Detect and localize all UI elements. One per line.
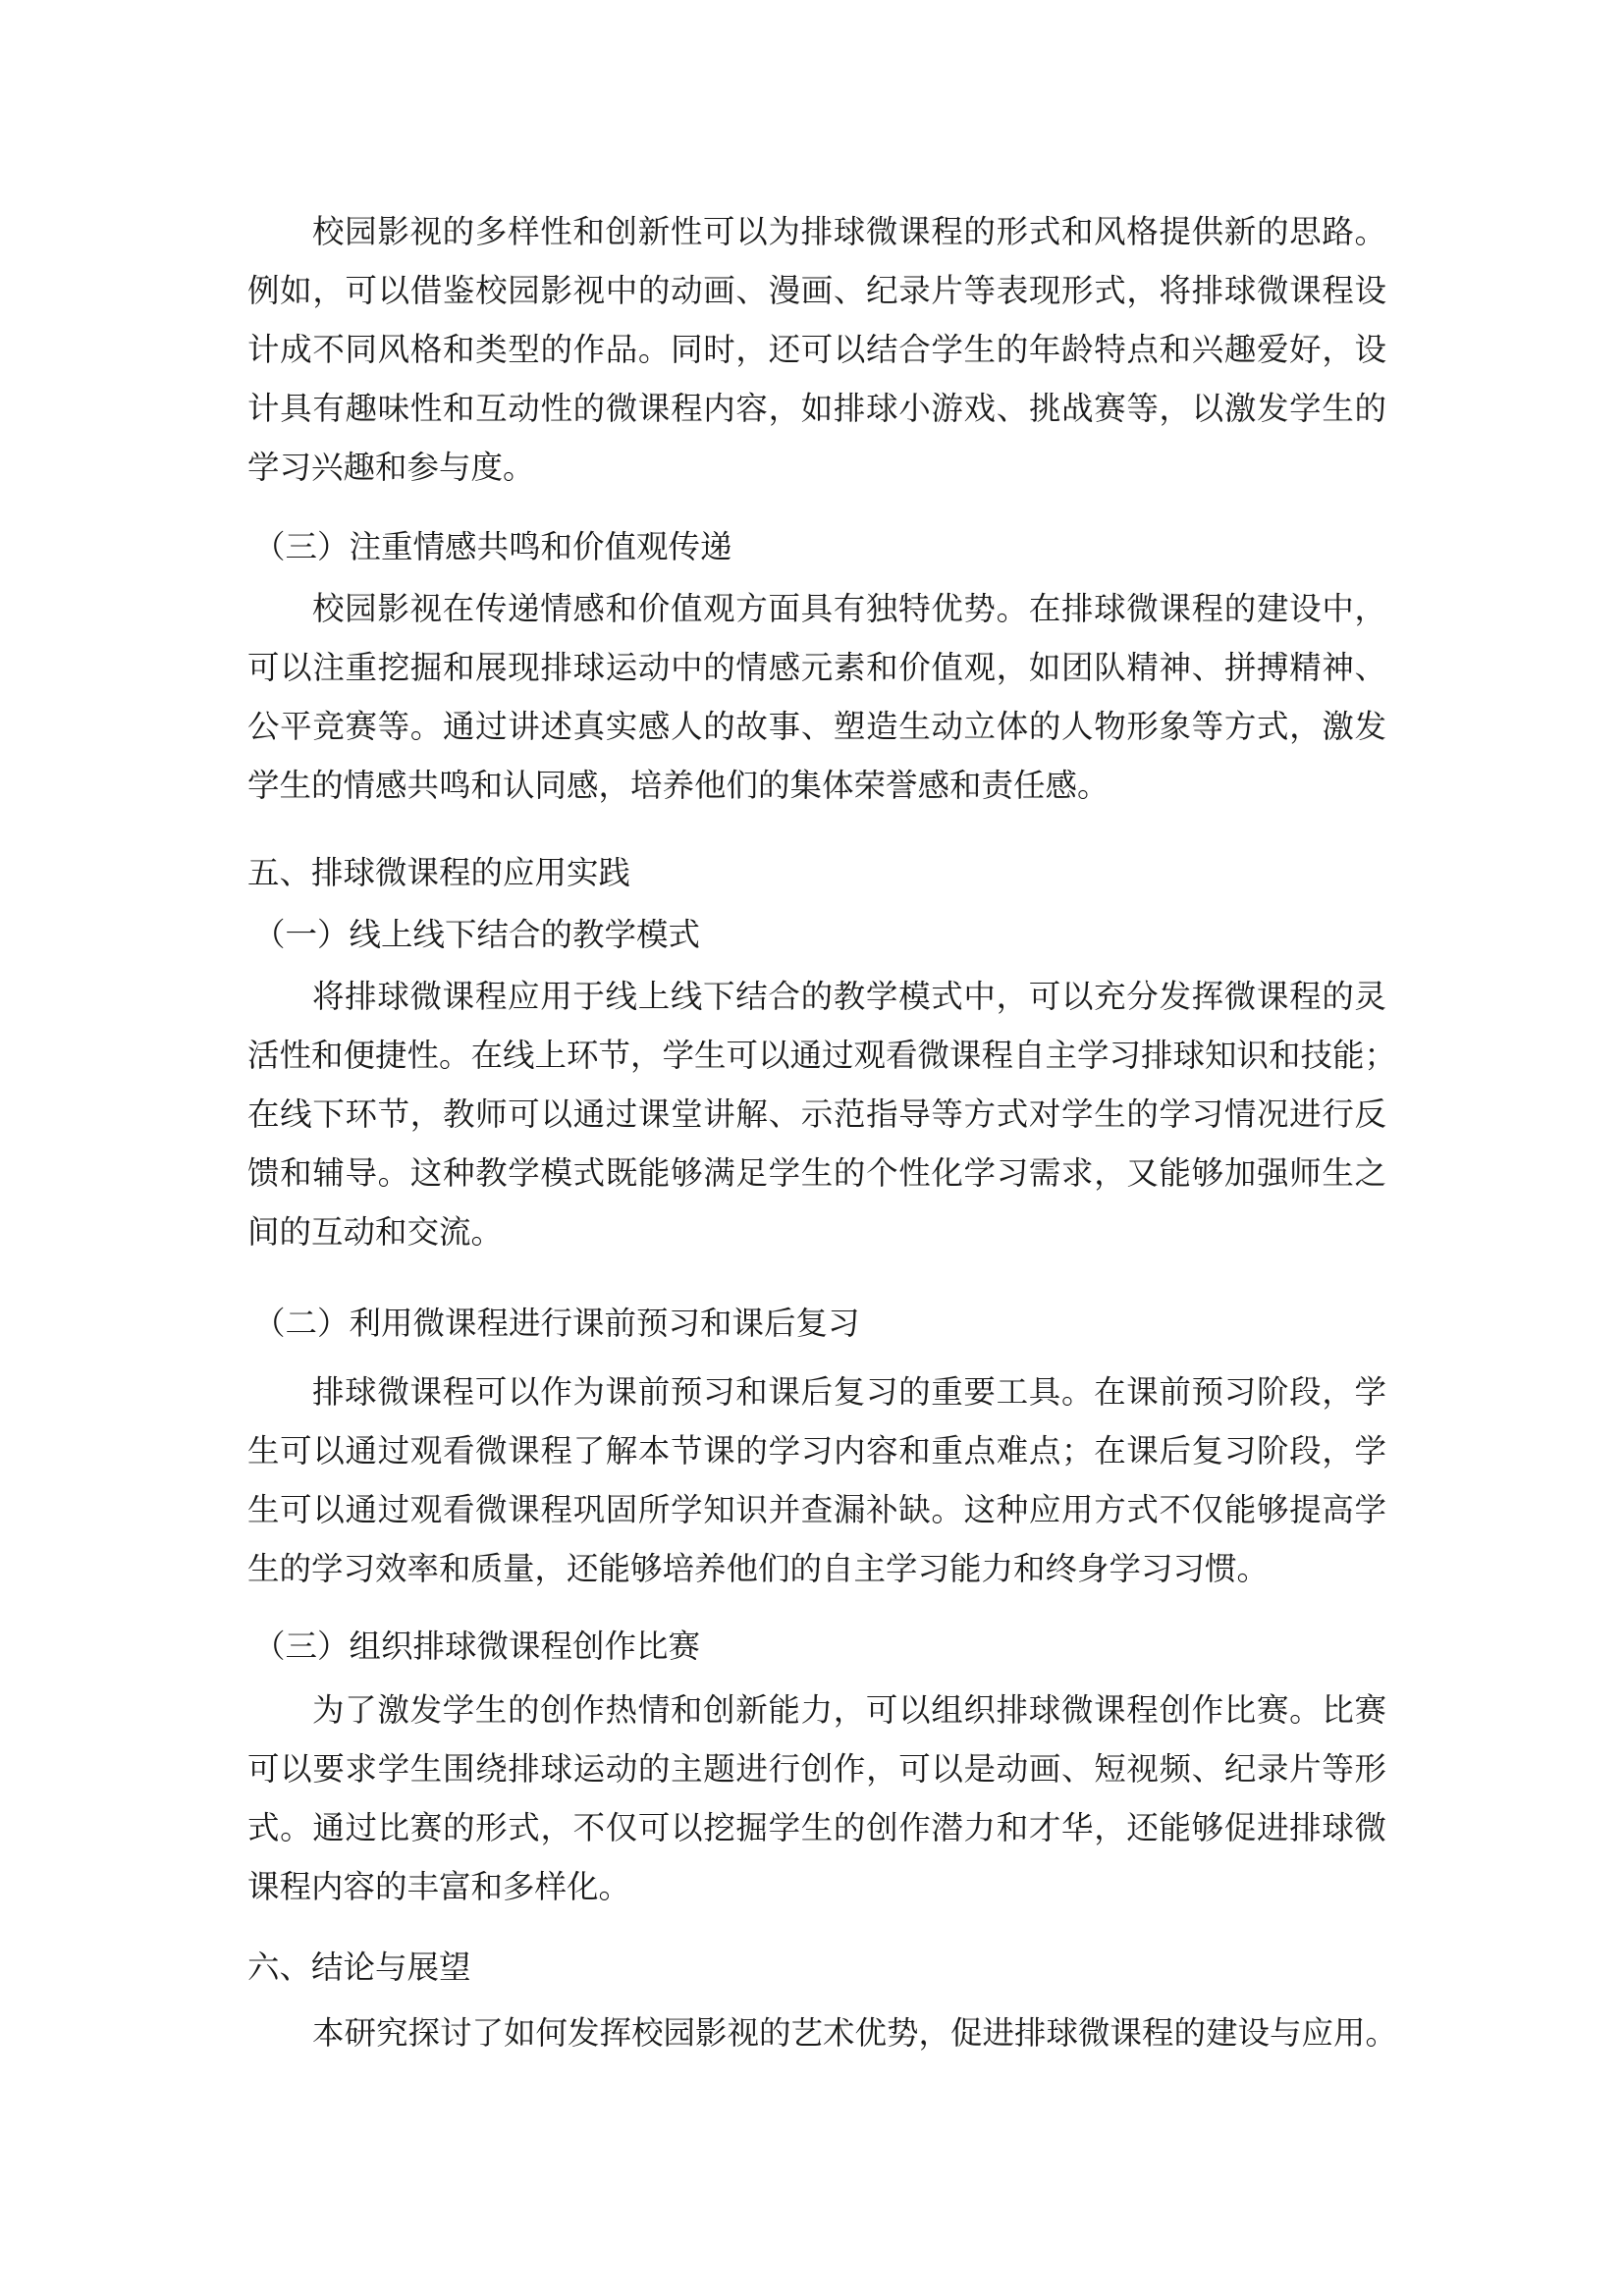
paragraph-line: 学生的情感共鸣和认同感，培养他们的集体荣誉感和责任感。	[247, 767, 1110, 804]
subsection-heading: （一）线上线下结合的教学模式	[253, 916, 701, 953]
paragraph-line: 式。通过比赛的形式，不仅可以挖掘学生的创作潜力和才华，还能够促进排球微	[247, 1809, 1386, 1846]
paragraph-line: 生可以通过观看微课程了解本节课的学习内容和重点难点；在课后复习阶段，学	[247, 1432, 1386, 1469]
subsection-heading: （三）组织排球微课程创作比赛	[253, 1628, 701, 1665]
paragraph-line: 课程内容的丰富和多样化。	[247, 1868, 631, 1905]
paragraph-line: 计成不同风格和类型的作品。同时，还可以结合学生的年龄特点和兴趣爱好，设	[247, 331, 1386, 368]
paragraph-line: 本研究探讨了如何发挥校园影视的艺术优势，促进排球微课程的建设与应用。	[312, 2014, 1398, 2052]
paragraph-line: 校园影视的多样性和创新性可以为排球微课程的形式和风格提供新的思路。	[312, 213, 1386, 250]
section-heading: 五、排球微课程的应用实践	[247, 854, 631, 891]
paragraph-line: 学习兴趣和参与度。	[247, 449, 535, 486]
paragraph-line: 在线下环节，教师可以通过课堂讲解、示范指导等方式对学生的学习情况进行反	[247, 1095, 1386, 1133]
paragraph-line: 活性和便捷性。在线上环节，学生可以通过观看微课程自主学习排球知识和技能；	[247, 1037, 1397, 1074]
subsection-heading: （二）利用微课程进行课前预习和课后复习	[253, 1305, 860, 1342]
section-heading: 六、结论与展望	[247, 1949, 471, 1986]
subsection-heading: （三）注重情感共鸣和价值观传递	[253, 528, 732, 565]
paragraph-line: 可以注重挖掘和展现排球运动中的情感元素和价值观，如团队精神、拼搏精神、	[247, 649, 1386, 686]
paragraph-line: 生的学习效率和质量，还能够培养他们的自主学习能力和终身学习习惯。	[247, 1550, 1270, 1587]
paragraph-line: 公平竞赛等。通过讲述真实感人的故事、塑造生动立体的人物形象等方式，激发	[247, 708, 1386, 745]
paragraph-line: 将排球微课程应用于线上线下结合的教学模式中，可以充分发挥微课程的灵	[312, 978, 1386, 1015]
paragraph-line: 例如，可以借鉴校园影视中的动画、漫画、纪录片等表现形式，将排球微课程设	[247, 272, 1386, 309]
paragraph-line: 排球微课程可以作为课前预习和课后复习的重要工具。在课前预习阶段，学	[312, 1373, 1386, 1411]
paragraph-line: 间的互动和交流。	[247, 1213, 504, 1251]
paragraph-line: 生可以通过观看微课程巩固所学知识并查漏补缺。这种应用方式不仅能够提高学	[247, 1491, 1386, 1528]
paragraph-line: 可以要求学生围绕排球运动的主题进行创作，可以是动画、短视频、纪录片等形	[247, 1750, 1386, 1788]
paragraph-line: 校园影视在传递情感和价值观方面具有独特优势。在排球微课程的建设中，	[312, 590, 1386, 627]
paragraph-line: 为了激发学生的创作热情和创新能力，可以组织排球微课程创作比赛。比赛	[312, 1691, 1386, 1729]
paragraph-line: 馈和辅导。这种教学模式既能够满足学生的个性化学习需求，又能够加强师生之	[247, 1154, 1386, 1192]
paragraph-line: 计具有趣味性和互动性的微课程内容，如排球小游戏、挑战赛等，以激发学生的	[247, 390, 1386, 427]
